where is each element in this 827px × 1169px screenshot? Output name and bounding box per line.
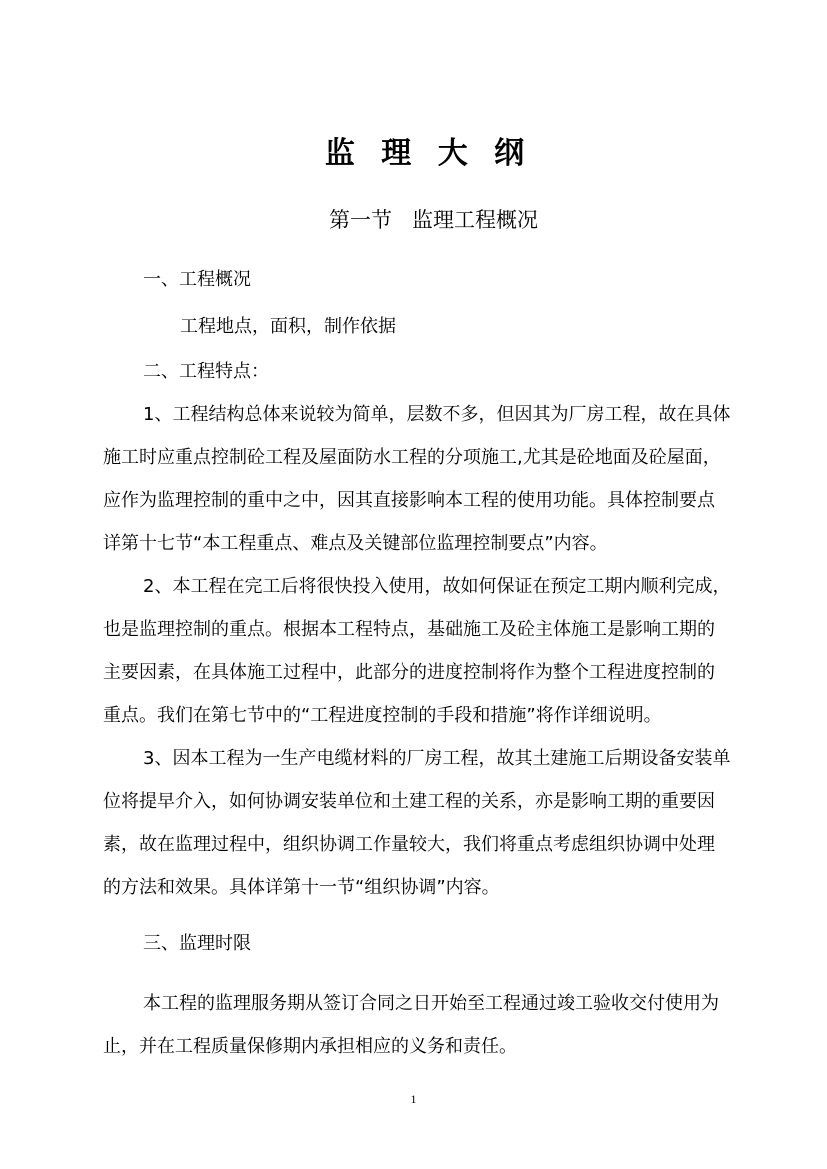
paragraph-line: 重点。我们在第七节中的“工程进度控制的手段和措施”将作详细说明。 <box>103 705 662 726</box>
project-overview-text: 工程地点，面积，制作依据 <box>180 316 396 337</box>
section-title: 第一节 监理工程概况 <box>328 208 539 232</box>
heading-project-overview: 一、工程概况 <box>143 269 251 290</box>
paragraph-line: 本工程的监理服务期从签订合同之日开始至工程通过竣工验收交付使用为 <box>143 993 719 1014</box>
paragraph-line: 3、因本工程为一生产电缆材料的厂房工程，故其土建施工后期设备安装单 <box>143 748 731 769</box>
paragraph-line: 的方法和效果。具体详第十一节“组织协调”内容。 <box>103 877 500 898</box>
paragraph-line: 详第十七节“本工程重点、难点及关键部位监理控制要点”内容。 <box>103 533 608 554</box>
paragraph-line: 1、工程结构总体来说较为简单，层数不多，但因其为厂房工程，故在具体 <box>143 404 731 425</box>
paragraph-line: 2、本工程在完工后将很快投入使用，故如何保证在预定工期内顺利完成， <box>143 576 731 597</box>
heading-project-features: 二、工程特点： <box>143 361 269 382</box>
paragraph-line: 应作为监理控制的重中之中，因其直接影响本工程的使用功能。具体控制要点 <box>103 490 715 511</box>
document-title: 监 理 大 纲 <box>324 136 533 171</box>
page-number: 1 <box>410 1092 417 1106</box>
paragraph-line: 素，故在监理过程中，组织协调工作量较大，我们将重点考虑组织协调中处理 <box>103 834 715 855</box>
paragraph-line: 主要因素，在具体施工过程中，此部分的进度控制将作为整个工程进度控制的 <box>103 662 715 683</box>
paragraph-line: 位将提早介入，如何协调安装单位和土建工程的关系，亦是影响工期的重要因 <box>103 791 715 812</box>
paragraph-line: 止，并在工程质量保修期内承担相应的义务和责任。 <box>103 1036 517 1057</box>
paragraph-line: 也是监理控制的重点。根据本工程特点，基础施工及砼主体施工是影响工期的 <box>103 619 715 640</box>
heading-supervision-period: 三、监理时限 <box>143 933 251 954</box>
paragraph-line: 施工时应重点控制砼工程及屋面防水工程的分项施工,尤其是砼地面及砼屋面， <box>103 447 721 468</box>
